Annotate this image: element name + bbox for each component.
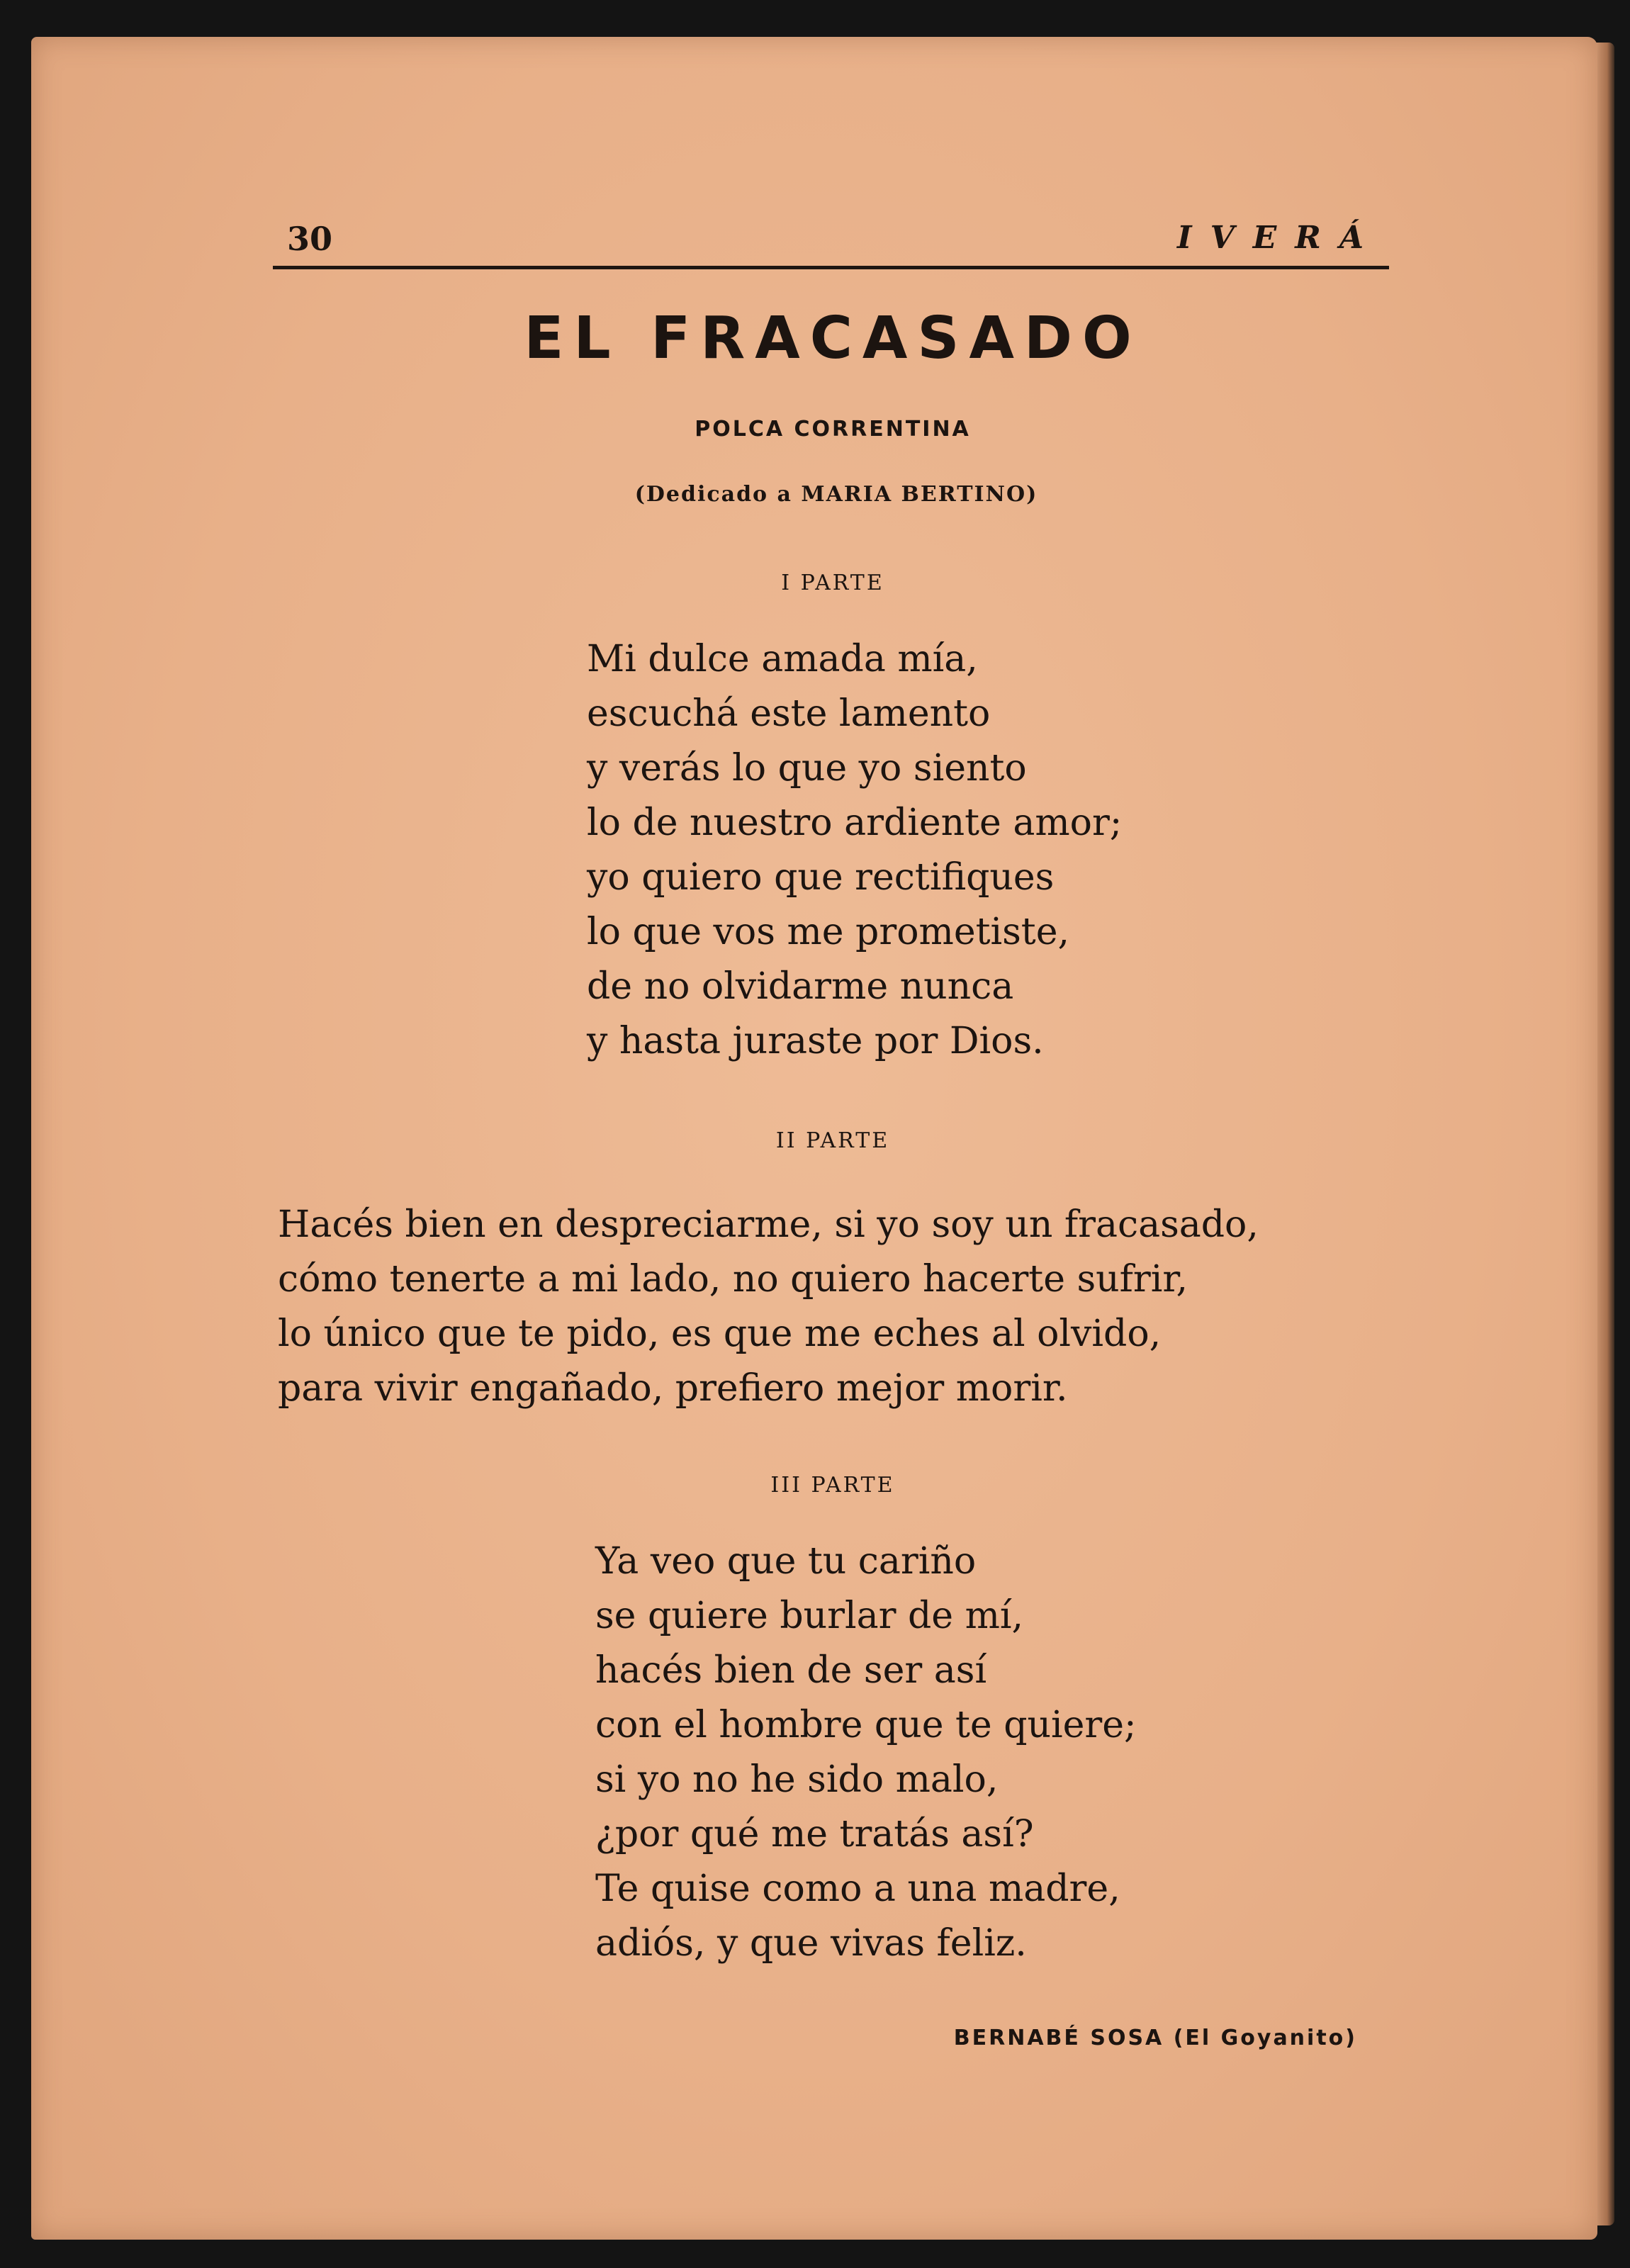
dedication: (Dedicado a MARIA BERTINO) [634,482,1038,507]
verse-line: Mi dulce amada mía, [587,638,978,680]
page-number: 30 [287,220,333,258]
stanza-1 [587,632,1122,1069]
page-header [273,213,1389,262]
part-heading-1: I PARTE [781,571,884,595]
stanza-2 [278,1198,1259,1416]
verse-line: Ya veo que tu cariño [595,1540,977,1583]
verse-line: Hacés bien en despreciarme, si yo soy un fracasado, [278,1203,1259,1246]
verse-line: con el hombre que te quiere; [595,1704,1137,1746]
verse-line: hacés bien de ser así [595,1649,987,1692]
verse-line: adiós, y que vivas feliz. [595,1922,1027,1965]
verse-line: lo que vos me prometiste, [587,911,1070,953]
verse-line: cómo tenerte a mi lado, no quiero hacerte sufrir, [278,1258,1188,1301]
verse-line: de no olvidarme nunca [587,965,1014,1008]
verse-line: lo de nuestro ardiente amor; [587,802,1123,844]
verse-line: escuchá este lamento [587,692,991,735]
stanza-3 [595,1534,1137,1971]
song-genre: POLCA CORRENTINA [695,417,971,442]
part-heading-2: II PARTE [775,1128,890,1153]
verse-line: lo único que te pido, es que me eches al olvido, [278,1313,1162,1355]
verse-line: Te quise como a una madre, [595,1868,1120,1910]
verse-line: si yo no he sido malo, [595,1758,999,1801]
header-rule [273,266,1389,269]
verse-line: para vivir engañado, prefiero mejor morir. [278,1367,1068,1410]
author-signature: BERNABÉ SOSA (El Goyanito) [953,2026,1357,2050]
verse-line: y hasta juraste por Dios. [587,1020,1044,1062]
verse-line: yo quiero que rectifiques [587,856,1055,899]
verse-line: se quiere burlar de mí, [595,1595,1024,1637]
verse-line: y verás lo que yo siento [587,747,1027,790]
song-title: EL FRACASADO [524,305,1142,372]
verse-line: ¿por qué me tratás así? [595,1813,1034,1856]
part-heading-3: III PARTE [770,1473,895,1498]
running-title: IVERÁ [1177,220,1382,256]
